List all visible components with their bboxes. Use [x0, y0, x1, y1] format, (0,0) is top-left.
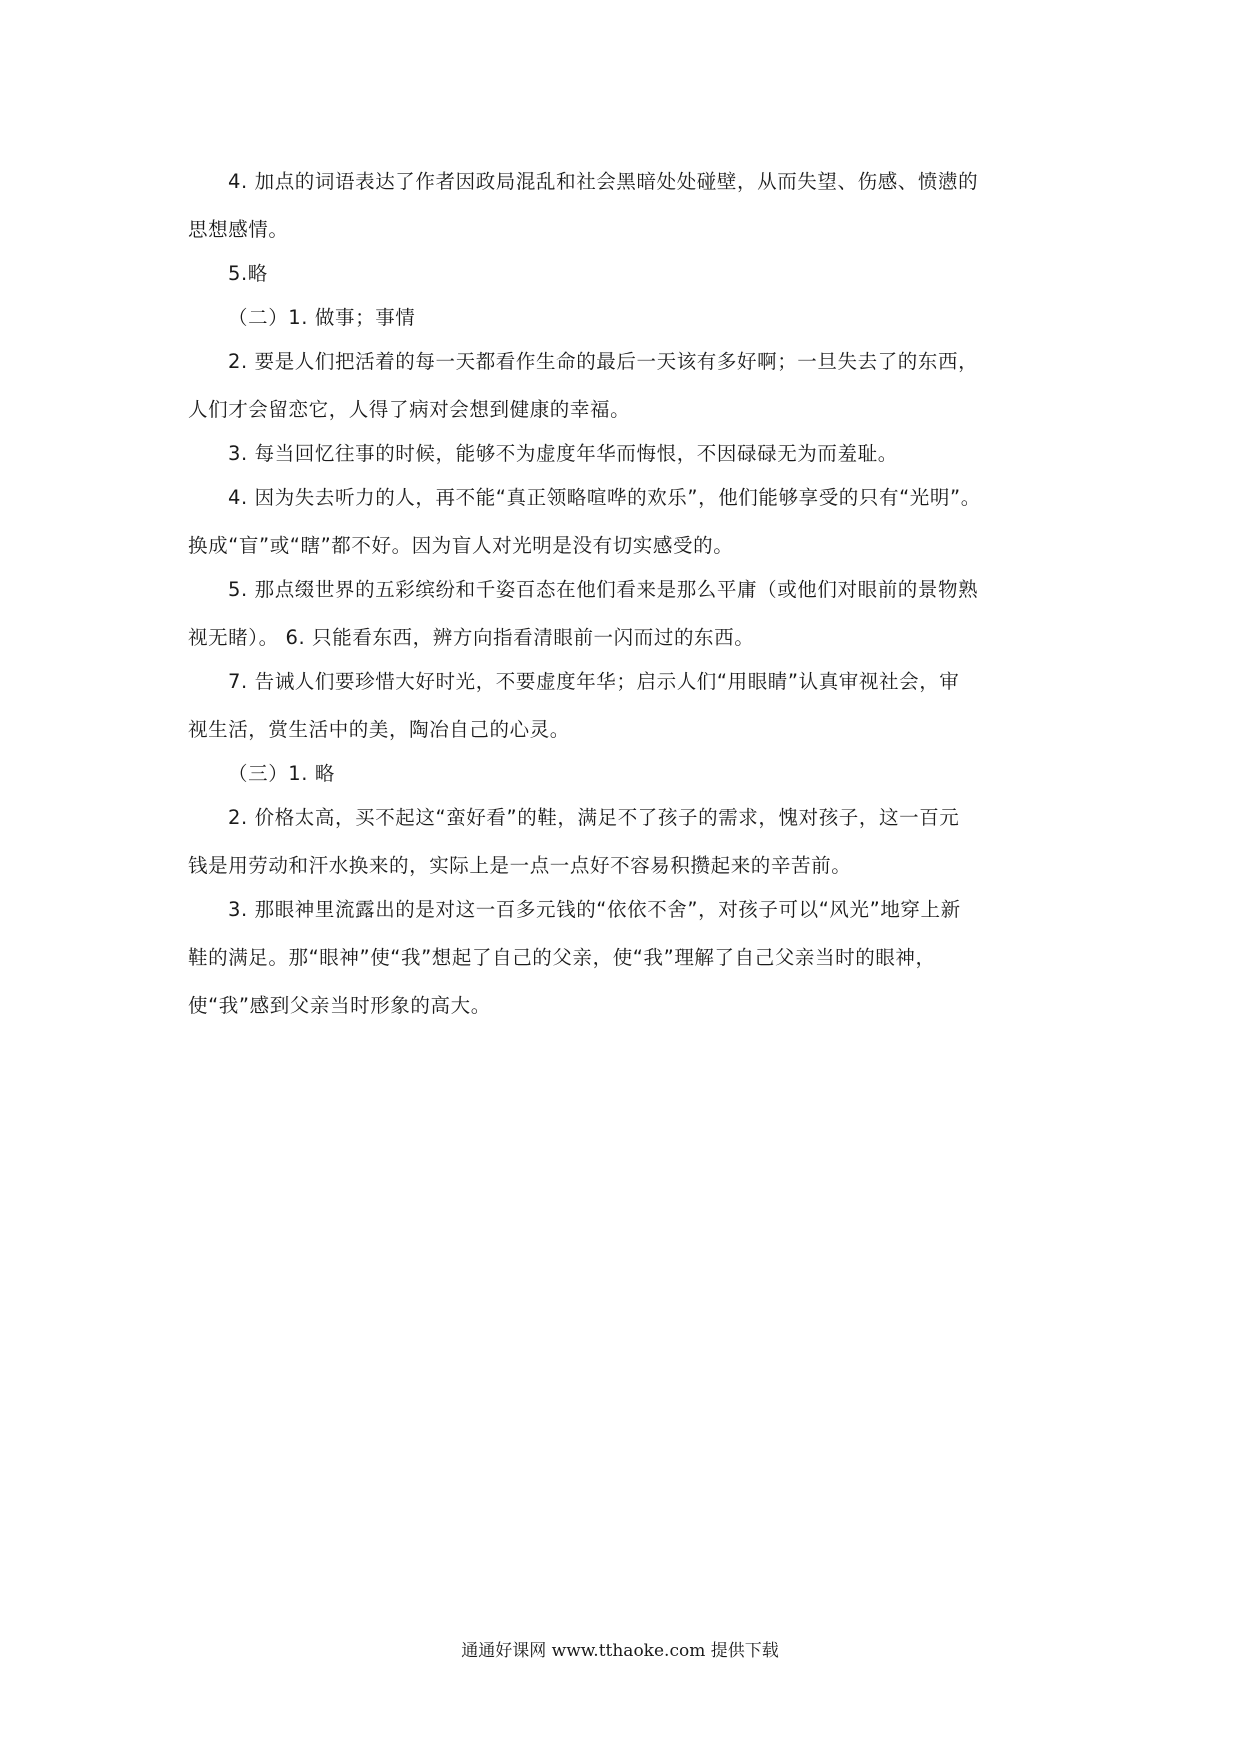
- paragraph-11-line-3: 使“我”感到父亲当时形象的高大。: [188, 994, 491, 1017]
- answer-paragraph-6: [188, 474, 1058, 570]
- paragraph-8-line-1: 7. 告诫人们要珍惜大好时光，不要虚度年华；启示人们“用眼睛”认真审视社会，审: [228, 670, 960, 693]
- paragraph-2-line-1: 5.略: [228, 262, 268, 285]
- paragraph-10-line-2: 钱是用劳动和汗水换来的，实际上是一点一点好不容易积攒起来的辛苦前。: [188, 854, 852, 877]
- paragraph-10-line-1: 2. 价格太高，买不起这“蛮好看”的鞋，满足不了孩子的需求，愧对孩子，这一百元: [228, 806, 960, 829]
- section-two-heading: [188, 294, 1058, 342]
- answer-paragraph-8: [188, 658, 1058, 754]
- paragraph-4-line-2: 人们才会留恋它，人得了病对会想到健康的幸福。: [188, 398, 631, 421]
- answer-paragraph-2: [188, 250, 1058, 298]
- paragraph-4-line-1: 2. 要是人们把活着的每一天都看作生命的最后一天该有多好啊；一旦失去了的东西，: [228, 350, 979, 373]
- answer-paragraph-11: [188, 886, 1058, 1030]
- answer-paragraph-4: [188, 338, 1058, 434]
- page-footer: 通通好课网 www.tthaoke.com 提供下载: [461, 1641, 779, 1661]
- paragraph-8-line-2: 视生活，赏生活中的美，陶冶自己的心灵。: [188, 718, 570, 741]
- answer-paragraph-10: [188, 794, 1058, 890]
- paragraph-6-line-1: 4. 因为失去听力的人，再不能“真正领略喧哗的欢乐”，他们能够享受的只有“光明”。: [228, 486, 981, 509]
- paragraph-11-line-1: 3. 那眼神里流露出的是对这一百多元钱的“依依不舍”，对孩子可以“风光”地穿上新: [228, 898, 961, 921]
- paragraph-6-line-2: 换成“盲”或“瞎”都不好。因为盲人对光明是没有切实感受的。: [188, 534, 734, 557]
- paragraph-1-line-1: 4. 加点的词语表达了作者因政局混乱和社会黑暗处处碰壁，从而失望、伤感、愤懑的: [228, 170, 979, 193]
- answer-paragraph-7: [188, 566, 1058, 662]
- section-three-heading: [188, 750, 1058, 798]
- paragraph-7-line-1: 5. 那点缀世界的五彩缤纷和千姿百态在他们看来是那么平庸（或他们对眼前的景物熟: [228, 578, 979, 601]
- paragraph-9-line-1: （三）1. 略: [228, 762, 336, 785]
- paragraph-7-line-2: 视无睹）。 6. 只能看东西，辨方向指看清眼前一闪而过的东西。: [188, 626, 755, 649]
- answer-content: [188, 158, 1058, 1030]
- paragraph-5-line-1: 3. 每当回忆往事的时候，能够不为虚度年华而悔恨，不因碌碌无为而羞耻。: [228, 442, 898, 465]
- paragraph-3-line-1: （二）1. 做事；事情: [228, 306, 416, 329]
- answer-paragraph-5: [188, 430, 1058, 478]
- paragraph-11-line-2: 鞋的满足。那“眼神”使“我”想起了自己的父亲，使“我”理解了自己父亲当时的眼神，: [188, 946, 936, 969]
- paragraph-1-line-2: 思想感情。: [188, 218, 289, 241]
- answer-paragraph-1: [188, 158, 1058, 254]
